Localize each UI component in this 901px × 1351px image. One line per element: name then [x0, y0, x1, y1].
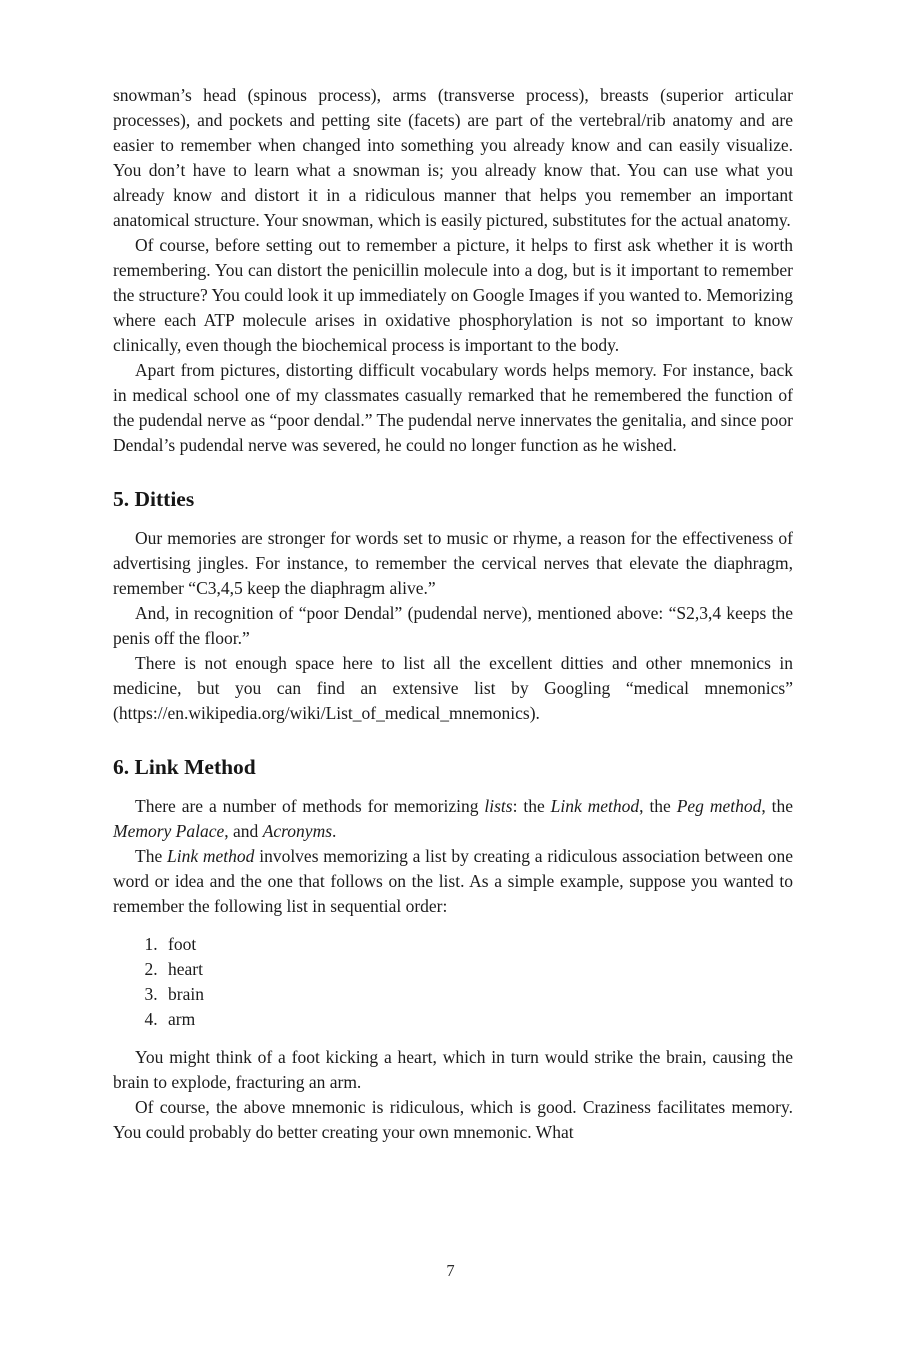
body-paragraph: Of course, before setting out to remember a picture, it helps to first ask whether it is worth remembering. You can distort the penicillin molecule into a dog, but is it important to remember the structure? You could look it up immediately on Google Images if you wanted to. Memorizing where each ATP molecule arises in oxidative phosphorylation is not so important to know clinically, even though the biochemical process is important to the body.	[113, 235, 793, 355]
body-paragraph: Of course, the above mnemonic is ridiculous, which is good. Craziness facilitates memory. You could probably do better creating your own mnemonic. What	[113, 1097, 793, 1142]
emphasized-text: Memory Palace	[113, 821, 225, 841]
page-content	[113, 83, 793, 1145]
list-item: 1. foot	[162, 932, 793, 957]
emphasized-text: Link method	[550, 796, 640, 816]
section-heading-ditties: 5. Ditties	[113, 487, 195, 511]
body-paragraph-continued: snowman’s head (spinous process), arms (transverse process), breasts (superior articular processes), and pockets and petting site (facets) are part of the vertebral/rib anatomy and are easier to remember when changed into something you already know and can easily visualize. You don’t have to learn what a snowman is; you already know that. You can use what you already know and distort it in a ridiculous manner that helps you remember an important anatomical structure. Your snowman, which is easily pictured, substitutes for the actual anatomy.	[113, 85, 793, 230]
list-item: 2. heart	[162, 957, 793, 982]
list-item: 4. arm	[162, 1007, 793, 1032]
text-run: : the	[512, 796, 551, 816]
text-run: , the	[639, 796, 677, 816]
text-run: , and	[224, 821, 263, 841]
body-paragraph: And, in recognition of “poor Dendal” (pudendal nerve), mentioned above: “S2,3,4 keeps the penis off the floor.”	[113, 603, 793, 648]
page-number: 7	[446, 1261, 455, 1280]
body-paragraph: There is not enough space here to list all the excellent ditties and other mnemonics in medicine, but you can find an extensive list by Googling “medical mnemonics” (https://en.wikipedia.org/wiki/List_of_medical_mnemonics).	[113, 653, 793, 723]
text-run: The	[135, 846, 167, 866]
body-paragraph: You might think of a foot kicking a heart, which in turn would strike the brain, causing the brain to explode, fracturing an arm.	[113, 1047, 793, 1092]
body-paragraph	[113, 844, 793, 919]
text-run: There are a number of methods for memorizing	[135, 796, 485, 816]
text-run: , the	[761, 796, 793, 816]
emphasized-text: Peg method	[676, 796, 762, 816]
emphasized-text: lists	[484, 796, 513, 816]
body-paragraph: Our memories are stronger for words set to music or rhyme, a reason for the effectiveness of advertising jingles. For instance, to remember the cervical nerves that elevate the diaphragm, remember “C3,4,5 keep the diaphragm alive.”	[113, 528, 793, 598]
body-paragraph: Apart from pictures, distorting difficult vocabulary words helps memory. For instance, back in medical school one of my classmates casually remarked that he remembered the function of the pudendal nerve as “poor dendal.” The pudendal nerve innervates the genitalia, and since poor Dendal’s pudendal nerve was severed, he could no longer function as he wished.	[113, 360, 793, 455]
list-item: 3. brain	[162, 982, 793, 1007]
body-paragraph	[113, 794, 793, 844]
emphasized-text: Link method	[167, 846, 255, 866]
emphasized-text: Acronyms	[262, 821, 333, 841]
sequential-list	[113, 932, 793, 1032]
text-run: involves memorizing a list by creating a ridiculous association between one word or idea and the one that follows on the list. As a simple example, suppose you wanted to remember the following list in sequential order:	[113, 846, 793, 916]
section-heading-link-method: 6. Link Method	[113, 755, 256, 779]
text-run: .	[332, 821, 337, 841]
